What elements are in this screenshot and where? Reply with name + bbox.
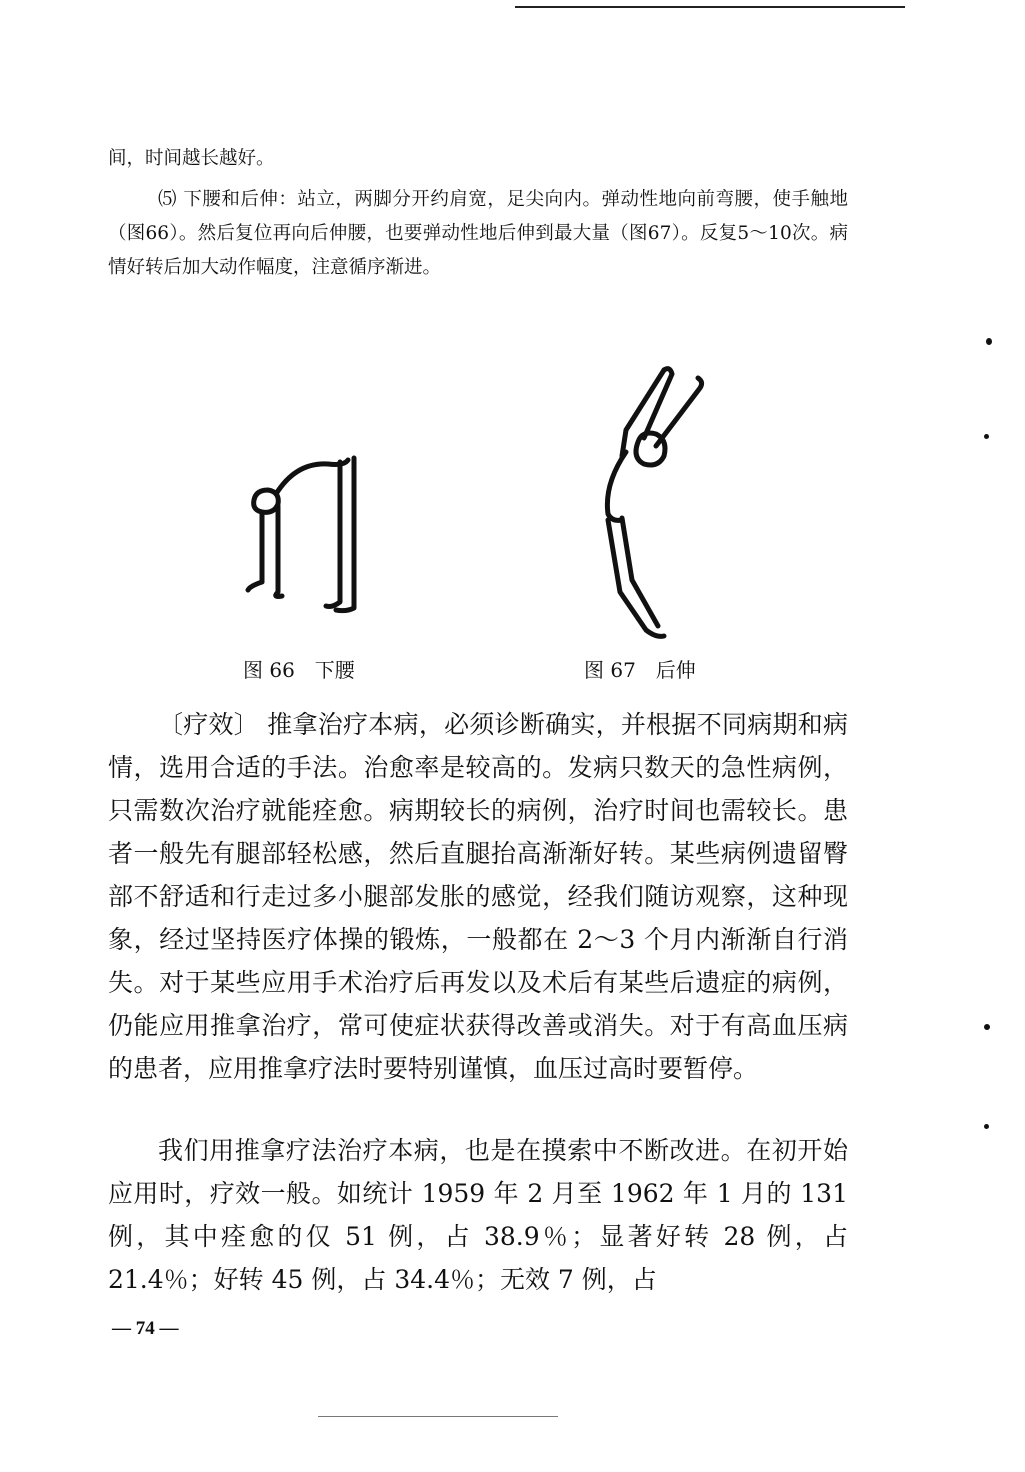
scan-speck [984, 1024, 990, 1030]
scan-speck [986, 338, 992, 345]
scan-speck [984, 434, 989, 439]
exercise-5-paragraph: ⑸ 下腰和后伸：站立，两脚分开约肩宽，足尖向内。弹动性地向前弯腰，使手触地（图66）。然后复位再向后伸腰，也要弹动性地后伸到最大量（图67）。反复5～10次。病情好转后加大动作幅度，注意循序渐进。 [108, 189, 848, 278]
text-line-continuation: 间，时间越长越好。 [108, 148, 275, 169]
scan-speck [984, 1124, 989, 1129]
figure-66-caption: 图 66 下腰 [243, 658, 355, 682]
efficacy-paragraph: 〔疗效〕 推拿治疗本病，必须诊断确实，并根据不同病期和病情，选用合适的手法。治愈率是较高的。发病只数天的急性病例，只需数次治疗就能痊愈。病期较长的病例，治疗时间也需较长。患者一般先有腿部轻松感，然后直腿抬高渐渐好转。某些病例遗留臀部不舒适和行走过多小腿部发胀的感觉，经我们随访观察，这种现象，经过坚持医疗体操的锻炼，一般都在 2～3 个月内渐渐自行消失。对于某些应用手术治疗后再发以及术后有某些后遗症的病例，仍能应用推拿治疗，常可使症状获得改善或消失。对于有高血压病的患者，应用推拿疗法时要特别谨慎，血压过高时要暂停。 [108, 710, 848, 1083]
figure-67-caption: 图 67 后伸 [584, 658, 696, 682]
bending-figure-icon [236, 440, 386, 620]
backbend-figure-icon [586, 360, 726, 650]
page-number: — 74 — [112, 1318, 179, 1339]
statistics-paragraph: 我们用推拿疗法治疗本病，也是在摸索中不断改进。在初开始应用时，疗效一般。如统计 1959 年 2 月至 1962 年 1 月的 131 例，其中痊愈的仅 51 例，占 38.9％；显著好转 28 例，占 21.4％；好转 45 例，占 34.4％；无效 7 例，占 [108, 1136, 848, 1294]
scan-artifact-line [318, 1416, 558, 1417]
top-border-rule [515, 6, 905, 8]
